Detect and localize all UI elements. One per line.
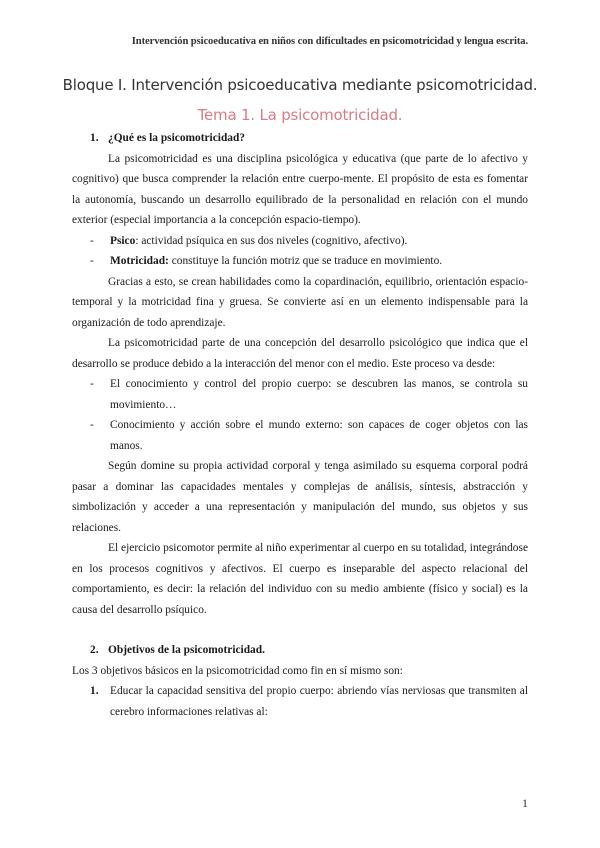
list-item-text: Conocimiento y acción sobre el mundo externo: son capaces de coger objetos con las manos. [110,419,528,452]
section-1-intro: La psicomotricidad es una disciplina psicológica y educativa (que parte de lo afectivo y cognitivo) que busca comprender la relación entre cuerpo-mente. El propósito de esta es fomentar la autonomía, buscando un desarrollo equilibrado de la personalidad en relación con el mundo exterior (especial importancia a la concepción espacio-tiempo). [72,152,528,226]
section-2-title: Objetivos de la psicomotricidad. [108,644,265,656]
list-item [72,415,528,456]
objective-number: 1. [90,685,99,697]
section-1-title: ¿Qué es la psicomotricidad? [108,132,245,144]
definition-term: Motricidad: [110,255,169,267]
list-item-text: El conocimiento y control del propio cuerpo: se descubren las manos, se controla su movimiento… [110,378,528,411]
section-1-number: 1. [90,132,99,144]
section-2-number: 2. [90,644,99,656]
definition-text: constituye la función motriz que se traduce en movimiento. [168,255,443,267]
section-1-paragraph-4: Según domine su propia actividad corporal y tenga asimilado su esquema corporal podrá pasar a dominar las capacidades mentales y complejas de análisis, síntesis, abstracción y simbolización y acceder a una representación y manipulación del mundo, sus objetos y sus relaciones. [72,460,528,534]
section-2-heading [72,640,528,661]
definition-psico [72,231,528,252]
dash-marker: - [90,419,94,431]
section-1-heading [72,128,528,149]
section-1-paragraph-3: La psicomotricidad parte de una concepción del desarrollo psicológico que indica que el desarrollo se produce debido a la interacción del menor con el medio. Este proceso va desde: [72,337,528,370]
page-body [72,128,528,722]
section-2-intro: Los 3 objetivos básicos en la psicomotricidad como fin en sí mismo son: [72,664,403,677]
objective-text: Educar la capacidad sensitiva del propio cuerpo: abriendo vías nerviosas que transmiten al cerebro informaciones relativas al: [110,685,528,718]
objective-item [72,681,528,722]
list-item [72,374,528,415]
block-title: Bloque I. Intervención psicoeducativa mediante psicomotricidad. [62,76,538,94]
definition-term: Psico [110,234,136,247]
dash-marker: - [90,255,94,267]
dash-marker: - [90,378,94,390]
running-header: Intervención psicoeducativa en niños con dificultades en psicomotricidad y lengua escrita. [131,36,528,47]
definition-text: : actividad psíquica en sus dos niveles (cognitivo, afectivo). [135,234,408,247]
section-1-paragraph-2: Gracias a esto, se crean habilidades como la copardinación, equilibrio, orientación espacio-temporal y la motricidad fina y gruesa. Se convierte así en un elemento indispensable para la organización de todo aprendizaje. [72,275,528,329]
definition-motricidad [72,251,528,272]
section-1-paragraph-5: El ejercicio psicomotor permite al niño experimentar al cuerpo en su totalidad, integrándose en los procesos cognitivos y afectivos. El cuerpo es inseparable del aspecto relacional del comportamiento, es decir: la relación del individuo con su medio ambiente (físico y social) es la causa del desarrollo psíquico. [72,542,528,616]
spacer [72,620,528,640]
topic-title: Tema 1. La psicomotricidad. [197,106,403,124]
dash-marker: - [90,234,94,247]
page-number: 1 [522,796,528,810]
